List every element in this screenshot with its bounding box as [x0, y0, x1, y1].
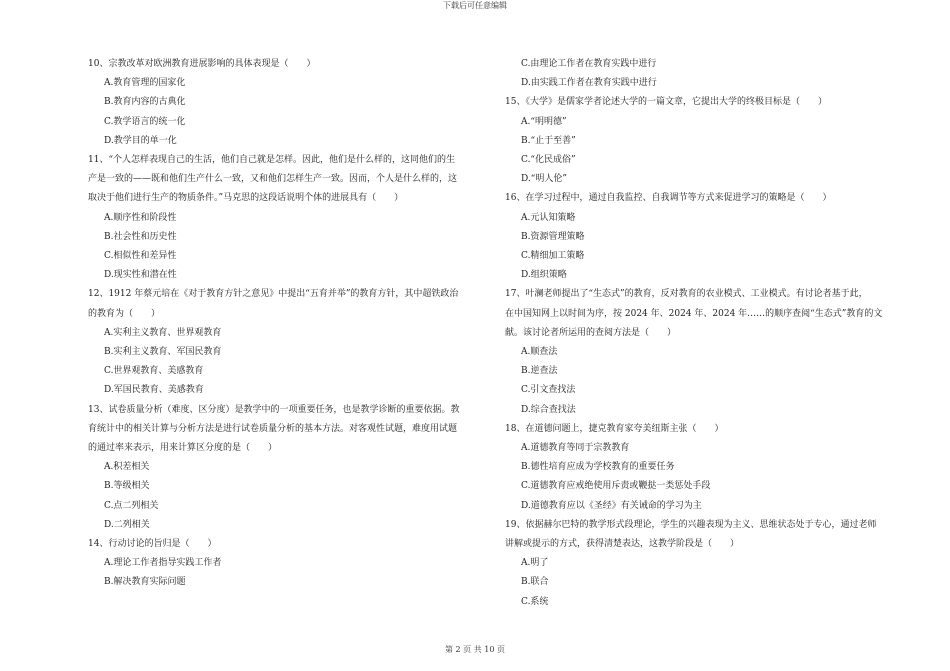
answer-option: B.逆查法 [521, 366, 558, 377]
question-text: 19、依据赫尔巴特的教学形式段理论，学生的兴趣表现为主义、思维状态处于专心，通过老师 [505, 519, 877, 530]
answer-option: D.现实性和潜在性 [104, 270, 177, 281]
answer-option: C.精细加工策略 [521, 251, 585, 262]
answer-option: B.社会性和历史性 [104, 231, 177, 242]
answer-option: C.教学语言的统一化 [104, 116, 186, 127]
answer-option: C.相似性和差异性 [104, 251, 177, 262]
question-text: 12、1912 年蔡元培在《对于教育方针之意见》中提出“五育并举”的教育方针，其中超铁政治 [88, 289, 459, 300]
answer-option: C.系统 [521, 596, 549, 607]
question-text: 的通过率来表示，用来计算区分度的是（ ） [88, 443, 278, 454]
answer-option: A.道德教育等同于宗教教育 [521, 443, 630, 454]
question-text: 在中国知网上以时间为序，按 2024 年、2024 年、2024 年……的顺序查阅“生态式”教育的文 [505, 308, 883, 319]
question-text: 11、“个人怎样表现自己的生活，他们自己就是怎样。因此，他们是什么样的，这同他们的生 [88, 155, 456, 166]
question-text: 讲解或提示的方式，获得清楚表达，这教学阶段是（ ） [505, 539, 740, 550]
page-footer: 第 2 页 共 10 页 [445, 645, 505, 654]
answer-option: D.组织策略 [521, 270, 567, 281]
answer-option: A.明了 [521, 558, 549, 569]
answer-option: D.道德教育应以《圣经》有关诫命的学习为主 [521, 500, 702, 511]
answer-option: C.点二列相关 [104, 500, 159, 511]
answer-option: C.引文查找法 [521, 385, 576, 396]
answer-option: A.积差相关 [104, 462, 150, 473]
right-column [505, 55, 910, 612]
question-text: 取决于他们进行生产的物质条件。”马克思的这段话说明个体的进展具有（ ） [88, 193, 404, 204]
answer-option: C.由理论工作者在教育实践中进行 [521, 59, 657, 69]
answer-option: D.二列相关 [104, 519, 150, 530]
question-text: 献。该讨论者所运用的查阅方法是（ ） [505, 327, 677, 338]
answer-option: B.德性培育应成为学校教育的重要任务 [521, 462, 675, 473]
answer-option: B.联合 [521, 577, 549, 588]
answer-option: B.等级相关 [104, 481, 150, 492]
answer-option: B.资源管理策略 [521, 231, 585, 242]
answer-option: B.解决教育实际问题 [104, 577, 186, 588]
answer-option: D.综合查找法 [521, 404, 576, 415]
question-text: 10、宗教改革对欧洲教育进展影响的具体表现是（ ） [88, 59, 316, 69]
question-text: 17、叶澜老师提出了“生态式”的教育，反对教育的农业模式、工业模式。有讨论者基于此， [505, 289, 868, 300]
answer-option: D.教学目的单一化 [104, 135, 177, 146]
answer-option: A.元认知策略 [521, 212, 576, 223]
answer-option: A.顺序性和阶段性 [104, 212, 177, 223]
answer-option: B.教育内容的古典化 [104, 97, 186, 108]
answer-option: A.实利主义教育、世界观教育 [104, 327, 222, 338]
answer-option: A.教育管理的国家化 [104, 78, 186, 89]
answer-option: A.“明明德” [521, 116, 567, 127]
question-text: 18、在道德问题上，捷克教育家夸美纽斯主张（ ） [505, 423, 724, 434]
question-text: 16、在学习过程中，通过自我监控、自我调节等方式来促进学习的策略是（ ） [505, 193, 832, 204]
question-text: 的教育为（ ） [88, 308, 161, 319]
question-text: 产是一致的——既和他们生产什么一致，又和他们怎样生产一致。因而，个人是什么样的，这 [88, 174, 458, 185]
answer-option: C.道德教育应戒绝使用斥责或鞭挞一类惩处手段 [521, 481, 711, 492]
answer-option: C.“化民成俗” [521, 155, 576, 166]
question-text: 育统计中的相关计算与分析方法是进行试卷质量分析的基本方法。对客观性试题，难度用试题 [88, 423, 458, 434]
question-text: 15、《大学》是儒家学者论述大学的一篇文章，它提出大学的终极目标是（ ） [505, 97, 827, 108]
answer-option: A.理论工作者指导实践工作者 [104, 558, 222, 569]
question-text: 13、试卷质量分析（难度、区分度）是教学中的一项重要任务，也是教学诊断的重要依据。教 [88, 404, 460, 415]
answer-option: D.“明人伦” [521, 174, 567, 185]
question-text: 14、行动讨论的旨归是（ ） [88, 539, 217, 550]
answer-option: B.实利主义教育、军国民教育 [104, 347, 222, 358]
page-header: 下载后可任意编辑 [443, 1, 507, 10]
left-column [88, 55, 493, 593]
answer-option: A.顺查法 [521, 347, 558, 358]
answer-option: B.“止于至善” [521, 135, 576, 146]
answer-option: D.由实践工作者在教育实践中进行 [521, 78, 657, 89]
answer-option: D.军国民教育、美感教育 [104, 385, 204, 396]
answer-option: C.世界观教育、美感教育 [104, 366, 204, 377]
